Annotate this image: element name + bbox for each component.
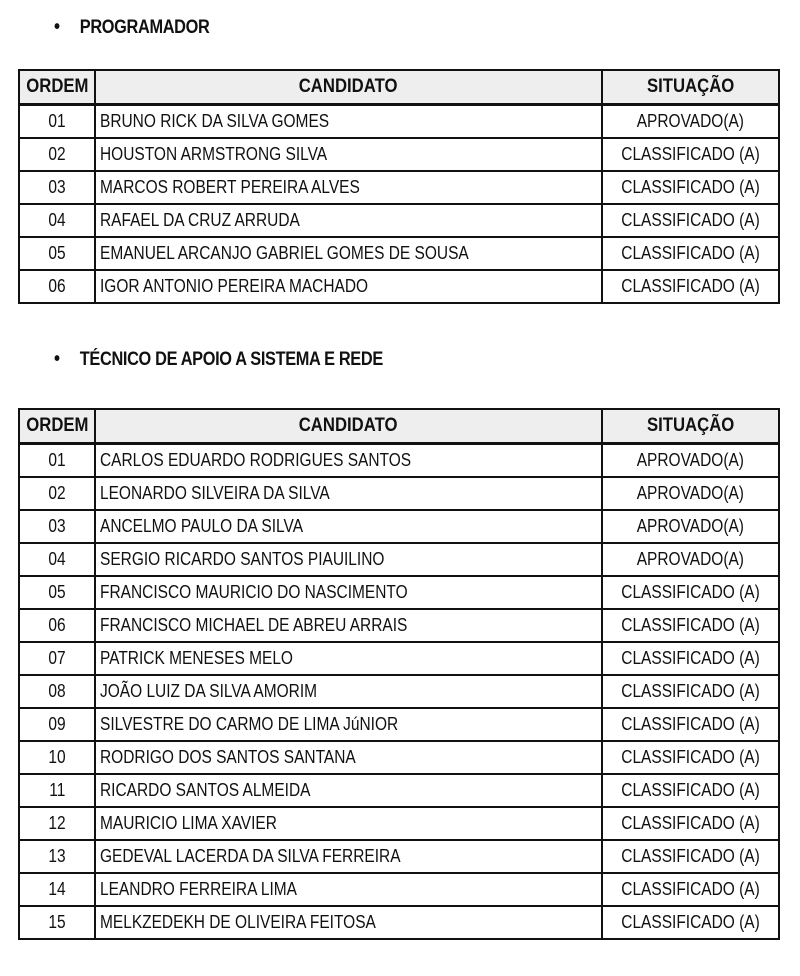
cell-situacao: CLASSIFICADO (A) xyxy=(602,576,779,609)
cell-situacao: CLASSIFICADO (A) xyxy=(602,204,779,237)
cell-ordem: 02 xyxy=(19,138,95,171)
cell-ordem: 05 xyxy=(19,576,95,609)
table-row xyxy=(19,270,779,303)
cell-candidato: FRANCISCO MICHAEL DE ABREU ARRAIS xyxy=(95,609,602,642)
cell-candidato: GEDEVAL LACERDA DA SILVA FERREIRA xyxy=(95,840,602,873)
cell-candidato: BRUNO RICK DA SILVA GOMES xyxy=(95,105,602,139)
cell-ordem: 09 xyxy=(19,708,95,741)
table-row xyxy=(19,576,779,609)
cell-candidato: JOÃO LUIZ DA SILVA AMORIM xyxy=(95,675,602,708)
section-title-tecnico xyxy=(54,348,383,371)
table-row xyxy=(19,642,779,675)
cell-situacao: APROVADO(A) xyxy=(602,444,779,478)
cell-situacao: CLASSIFICADO (A) xyxy=(602,708,779,741)
column-header-candidato: CANDIDATO xyxy=(95,409,602,444)
cell-ordem: 06 xyxy=(19,609,95,642)
cell-candidato: SERGIO RICARDO SANTOS PIAUILINO xyxy=(95,543,602,576)
cell-situacao: CLASSIFICADO (A) xyxy=(602,774,779,807)
table-row xyxy=(19,444,779,478)
table-row xyxy=(19,477,779,510)
cell-situacao: CLASSIFICADO (A) xyxy=(602,270,779,303)
cell-situacao: APROVADO(A) xyxy=(602,477,779,510)
cell-candidato: PATRICK MENESES MELO xyxy=(95,642,602,675)
table-row xyxy=(19,675,779,708)
table-row xyxy=(19,138,779,171)
table-row xyxy=(19,237,779,270)
cell-candidato: CARLOS EDUARDO RODRIGUES SANTOS xyxy=(95,444,602,478)
cell-ordem: 10 xyxy=(19,741,95,774)
cell-ordem: 04 xyxy=(19,204,95,237)
table-row xyxy=(19,906,779,939)
cell-ordem: 15 xyxy=(19,906,95,939)
bullet-icon: • xyxy=(54,348,60,370)
cell-candidato: RODRIGO DOS SANTOS SANTANA xyxy=(95,741,602,774)
cell-situacao: APROVADO(A) xyxy=(602,510,779,543)
cell-ordem: 03 xyxy=(19,171,95,204)
table-body xyxy=(19,105,779,304)
cell-candidato: ANCELMO PAULO DA SILVA xyxy=(95,510,602,543)
results-table-tecnico xyxy=(18,408,780,940)
cell-situacao: CLASSIFICADO (A) xyxy=(602,609,779,642)
table-row xyxy=(19,873,779,906)
table-header-row xyxy=(19,70,779,105)
bullet-icon: • xyxy=(54,16,60,38)
column-header-ordem: ORDEM xyxy=(19,409,95,444)
cell-ordem: 13 xyxy=(19,840,95,873)
cell-ordem: 07 xyxy=(19,642,95,675)
cell-situacao: CLASSIFICADO (A) xyxy=(602,642,779,675)
section-title-programador xyxy=(54,16,209,39)
section-title-text: PROGRAMADOR xyxy=(79,17,210,38)
cell-ordem: 03 xyxy=(19,510,95,543)
table-body xyxy=(19,444,779,940)
column-header-candidato: CANDIDATO xyxy=(95,70,602,105)
cell-candidato: HOUSTON ARMSTRONG SILVA xyxy=(95,138,602,171)
cell-situacao: CLASSIFICADO (A) xyxy=(602,171,779,204)
table-row xyxy=(19,204,779,237)
table-row xyxy=(19,543,779,576)
cell-ordem: 06 xyxy=(19,270,95,303)
cell-situacao: CLASSIFICADO (A) xyxy=(602,138,779,171)
cell-situacao: CLASSIFICADO (A) xyxy=(602,873,779,906)
cell-candidato: MAURICIO LIMA XAVIER xyxy=(95,807,602,840)
cell-situacao: CLASSIFICADO (A) xyxy=(602,807,779,840)
table-row xyxy=(19,741,779,774)
cell-ordem: 14 xyxy=(19,873,95,906)
table-row xyxy=(19,708,779,741)
cell-candidato: RAFAEL DA CRUZ ARRUDA xyxy=(95,204,602,237)
cell-situacao: CLASSIFICADO (A) xyxy=(602,906,779,939)
table-row xyxy=(19,774,779,807)
cell-candidato: FRANCISCO MAURICIO DO NASCIMENTO xyxy=(95,576,602,609)
cell-ordem: 11 xyxy=(19,774,95,807)
cell-ordem: 05 xyxy=(19,237,95,270)
cell-ordem: 02 xyxy=(19,477,95,510)
section-title-text: TÉCNICO DE APOIO A SISTEMA E REDE xyxy=(79,349,383,370)
cell-candidato: IGOR ANTONIO PEREIRA MACHADO xyxy=(95,270,602,303)
table-row xyxy=(19,807,779,840)
cell-ordem: 12 xyxy=(19,807,95,840)
cell-candidato: SILVESTRE DO CARMO DE LIMA JúNIOR xyxy=(95,708,602,741)
cell-ordem: 01 xyxy=(19,444,95,478)
cell-candidato: LEONARDO SILVEIRA DA SILVA xyxy=(95,477,602,510)
table-row xyxy=(19,840,779,873)
column-header-situacao: SITUAÇÃO xyxy=(602,409,779,444)
cell-ordem: 01 xyxy=(19,105,95,139)
column-header-situacao: SITUAÇÃO xyxy=(602,70,779,105)
table-row xyxy=(19,510,779,543)
cell-situacao: CLASSIFICADO (A) xyxy=(602,840,779,873)
cell-situacao: APROVADO(A) xyxy=(602,105,779,139)
table-row xyxy=(19,171,779,204)
cell-candidato: MARCOS ROBERT PEREIRA ALVES xyxy=(95,171,602,204)
cell-candidato: LEANDRO FERREIRA LIMA xyxy=(95,873,602,906)
cell-candidato: EMANUEL ARCANJO GABRIEL GOMES DE SOUSA xyxy=(95,237,602,270)
cell-situacao: CLASSIFICADO (A) xyxy=(602,237,779,270)
column-header-ordem: ORDEM xyxy=(19,70,95,105)
results-table-programador xyxy=(18,69,780,304)
table-row xyxy=(19,105,779,139)
cell-ordem: 08 xyxy=(19,675,95,708)
cell-ordem: 04 xyxy=(19,543,95,576)
cell-candidato: RICARDO SANTOS ALMEIDA xyxy=(95,774,602,807)
table-header-row xyxy=(19,409,779,444)
table-row xyxy=(19,609,779,642)
cell-candidato: MELKZEDEKH DE OLIVEIRA FEITOSA xyxy=(95,906,602,939)
cell-situacao: CLASSIFICADO (A) xyxy=(602,675,779,708)
cell-situacao: CLASSIFICADO (A) xyxy=(602,741,779,774)
cell-situacao: APROVADO(A) xyxy=(602,543,779,576)
